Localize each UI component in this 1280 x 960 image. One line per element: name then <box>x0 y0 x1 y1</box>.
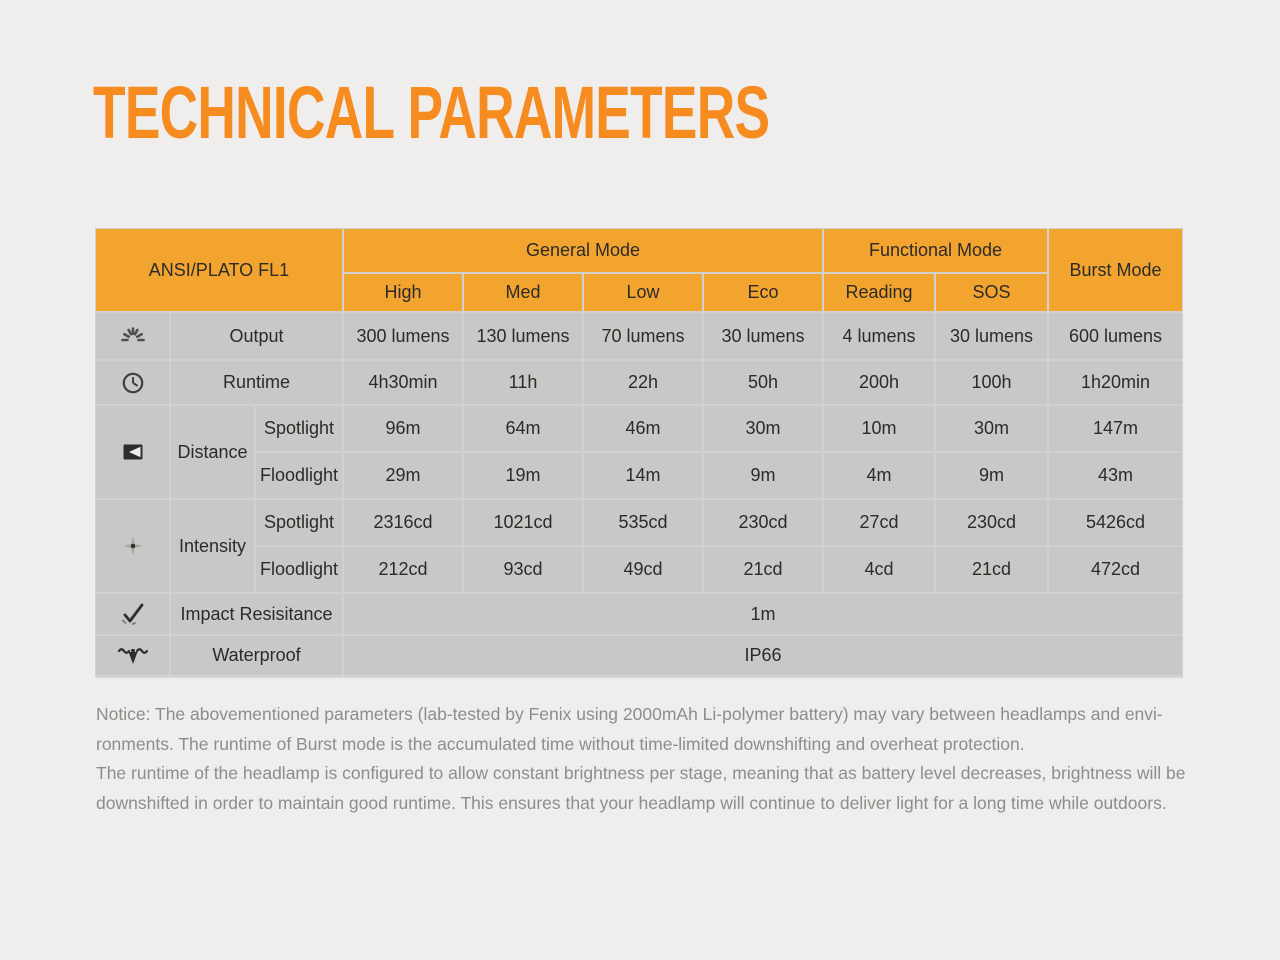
cell-runtime-high: 4h30min <box>343 360 463 405</box>
cell-distance-spot-low: 46m <box>583 405 703 452</box>
row-label-impact-resistance: Impact Resisitance <box>170 593 343 635</box>
cell-distance-spot-sos: 30m <box>935 405 1048 452</box>
cell-intensity-flood-burst: 472cd <box>1048 546 1183 593</box>
sub-label-intensity-spotlight: Spotlight <box>255 499 343 546</box>
cell-runtime-burst: 1h20min <box>1048 360 1183 405</box>
output-icon-cell <box>95 312 170 360</box>
cell-runtime-eco: 50h <box>703 360 823 405</box>
distance-icon-cell <box>95 405 170 499</box>
page-title: TECHNICAL PARAMETERS <box>93 71 770 154</box>
cell-intensity-spot-med: 1021cd <box>463 499 583 546</box>
cell-distance-spot-high: 96m <box>343 405 463 452</box>
cell-intensity-flood-eco: 21cd <box>703 546 823 593</box>
col-header-med: Med <box>463 273 583 312</box>
cell-distance-spot-eco: 30m <box>703 405 823 452</box>
standard-label: ANSI/PLATO FL1 <box>95 228 343 312</box>
row-label-waterproof: Waterproof <box>170 635 343 676</box>
cell-intensity-flood-reading: 4cd <box>823 546 935 593</box>
cell-intensity-flood-med: 93cd <box>463 546 583 593</box>
cell-intensity-spot-sos: 230cd <box>935 499 1048 546</box>
cell-runtime-sos: 100h <box>935 360 1048 405</box>
col-header-eco: Eco <box>703 273 823 312</box>
notice-line-2: ronments. The runtime of Burst mode is the accumulated time without time-limited downshifting and overheat protection. <box>96 733 1025 754</box>
cell-output-burst: 600 lumens <box>1048 312 1183 360</box>
sub-label-intensity-floodlight: Floodlight <box>255 546 343 593</box>
cell-intensity-spot-high: 2316cd <box>343 499 463 546</box>
cell-output-reading: 4 lumens <box>823 312 935 360</box>
notice-line-1: Notice: The abovementioned parameters (lab-tested by Fenix using 2000mAh Li-polymer battery) may vary between headlamps and envi- <box>96 704 1163 724</box>
notice-text <box>96 700 1216 818</box>
cell-distance-spot-reading: 10m <box>823 405 935 452</box>
cell-intensity-spot-eco: 230cd <box>703 499 823 546</box>
group-header-functional-mode: Functional Mode <box>823 228 1048 273</box>
row-label-distance: Distance <box>170 405 255 499</box>
cell-runtime-reading: 200h <box>823 360 935 405</box>
cell-distance-flood-low: 14m <box>583 452 703 499</box>
col-header-high: High <box>343 273 463 312</box>
cell-intensity-spot-burst: 5426cd <box>1048 499 1183 546</box>
cell-distance-flood-burst: 43m <box>1048 452 1183 499</box>
cell-distance-flood-high: 29m <box>343 452 463 499</box>
waterproof-icon-cell <box>95 635 170 676</box>
cell-intensity-spot-reading: 27cd <box>823 499 935 546</box>
cell-runtime-med: 11h <box>463 360 583 405</box>
cell-waterproof-value: IP66 <box>343 635 1183 676</box>
cell-distance-spot-burst: 147m <box>1048 405 1183 452</box>
col-header-sos: SOS <box>935 273 1048 312</box>
intensity-icon <box>120 533 146 559</box>
cell-intensity-flood-low: 49cd <box>583 546 703 593</box>
cell-output-eco: 30 lumens <box>703 312 823 360</box>
cell-runtime-low: 22h <box>583 360 703 405</box>
impact-icon-cell <box>95 593 170 635</box>
impact-resistance-icon <box>119 601 147 627</box>
col-header-reading: Reading <box>823 273 935 312</box>
row-label-output: Output <box>170 312 343 360</box>
cell-intensity-flood-high: 212cd <box>343 546 463 593</box>
cell-distance-flood-sos: 9m <box>935 452 1048 499</box>
row-label-intensity: Intensity <box>170 499 255 593</box>
sub-label-distance-spotlight: Spotlight <box>255 405 343 452</box>
cell-output-sos: 30 lumens <box>935 312 1048 360</box>
sub-label-distance-floodlight: Floodlight <box>255 452 343 499</box>
col-header-low: Low <box>583 273 703 312</box>
row-label-runtime: Runtime <box>170 360 343 405</box>
notice-line-3: The runtime of the headlamp is configured to allow constant brightness per stage, meaning that as battery level decreases, brightness will be <box>96 763 1186 783</box>
cell-output-med: 130 lumens <box>463 312 583 360</box>
brightness-icon <box>116 323 150 349</box>
runtime-icon-cell <box>95 360 170 405</box>
cell-distance-spot-med: 64m <box>463 405 583 452</box>
cell-distance-flood-eco: 9m <box>703 452 823 499</box>
intensity-icon-cell <box>95 499 170 593</box>
cell-output-low: 70 lumens <box>583 312 703 360</box>
notice-line-4: downshifted in order to maintain good runtime. This ensures that your headlamp will continue to deliver light for a long time while outdoors. <box>96 792 1167 813</box>
group-header-burst-mode: Burst Mode <box>1048 228 1183 312</box>
cell-distance-flood-reading: 4m <box>823 452 935 499</box>
technical-parameters-table <box>95 228 1183 676</box>
waterproof-icon <box>116 644 150 668</box>
cell-impact-resistance-value: 1m <box>343 593 1183 635</box>
cell-intensity-flood-sos: 21cd <box>935 546 1048 593</box>
cell-intensity-spot-low: 535cd <box>583 499 703 546</box>
cell-distance-flood-med: 19m <box>463 452 583 499</box>
cell-output-high: 300 lumens <box>343 312 463 360</box>
clock-icon <box>120 370 146 396</box>
beam-distance-icon <box>120 440 146 464</box>
group-header-general-mode: General Mode <box>343 228 823 273</box>
